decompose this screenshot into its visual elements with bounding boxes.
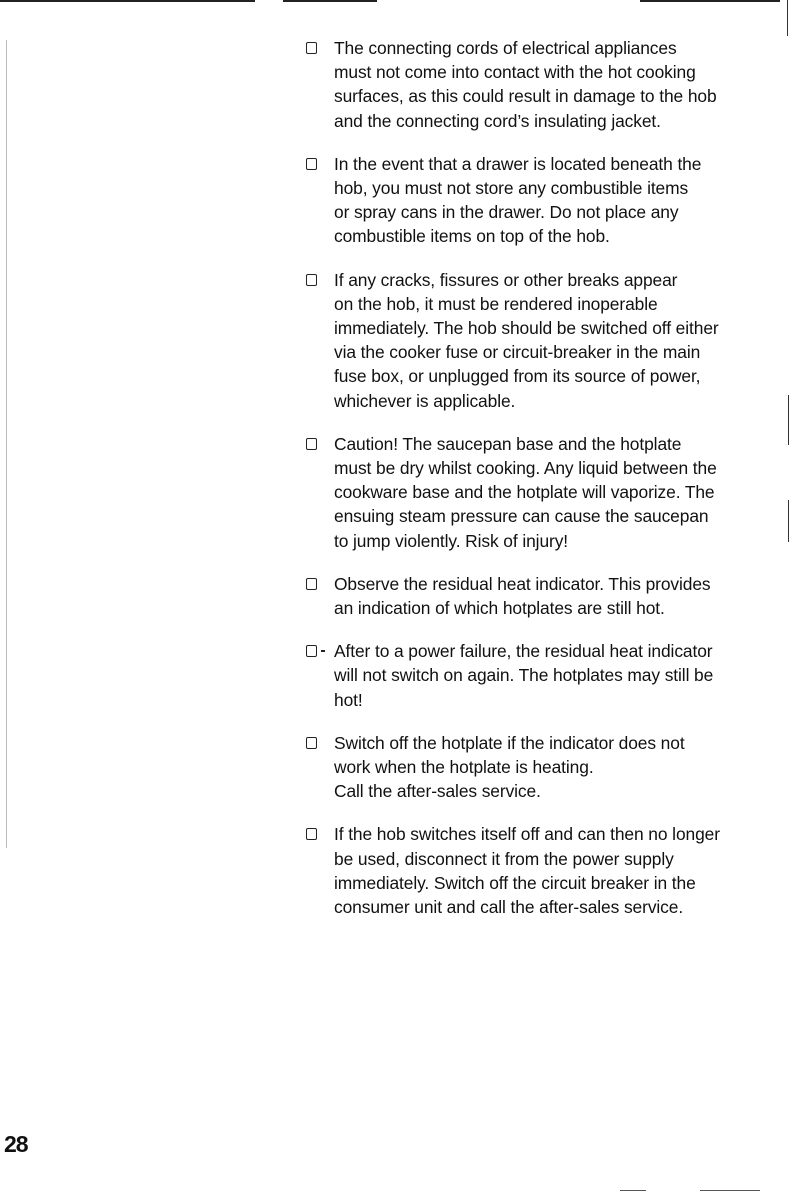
list-item [300,268,780,413]
top-rule-right [640,0,780,2]
list-item [300,572,780,620]
list-item-text: Observe the residual heat indicator. This provides an indication of which hotplates are still hot. [334,573,711,619]
list-item-text: The connecting cords of electrical appliances must not come into contact with the hot cooking surfaces, as this could result in damage to the hob and the connecting cord’s insulating jacket. [334,38,717,131]
top-rule-middle [283,0,377,2]
list-item [300,822,780,919]
list-item [300,152,780,249]
list-item [300,36,780,133]
list-item [300,639,780,712]
right-margin-line-middle [788,395,789,445]
list-item-text: If any cracks, fissures or other breaks appear on the hob, it must be rendered inoperable immediately. The hob should be switched off either via the cooker fuse or circuit-breaker in the main fuse box, or unplugged from its source of power, whichever is applicable. [334,269,719,411]
safety-instructions-list [300,36,780,938]
top-rule-left [0,0,255,2]
checkbox-bullet-icon [306,158,317,170]
checkbox-bullet-icon [306,274,317,286]
checkbox-bullet-icon [306,578,317,590]
list-item-text: If the hob switches itself off and can then no longer be used, disconnect it from the power supply immediately. Switch off the circuit breaker in the consumer unit and call the after-sales service. [334,824,720,918]
list-item-text: Switch off the hotplate if the indicator does not work when the hotplate is heating. Call the after-sales service. [334,732,685,802]
checkbox-bullet-icon [306,438,317,450]
page-number: 28 [4,1131,28,1157]
list-item [300,731,780,804]
bottom-rule-right [700,1190,760,1191]
bullet-dash-mark [321,650,325,652]
bottom-rule-left [620,1190,646,1191]
checkbox-bullet-icon [306,828,317,840]
checkbox-bullet-icon [306,645,317,657]
checkbox-bullet-icon [306,737,317,749]
list-item-text: Caution! The saucepan base and the hotplate must be dry whilst cooking. Any liquid between the cookware base and the hotplate will vaporize. The ensuing steam pressure can cause the saucepan to jump violently. Risk of injury! [334,433,717,551]
list-item-text: In the event that a drawer is located beneath the hob, you must not store any combustible items or spray cans in the drawer. Do not place any combustible items on top of the hob. [334,153,702,247]
list-item-text: After to a power failure, the residual heat indicator will not switch on again. The hotplates may still be hot! [334,641,714,710]
checkbox-bullet-icon [306,42,317,54]
right-margin-line-lower [788,500,789,542]
list-item [300,432,780,553]
left-margin-line [6,40,7,848]
right-margin-line-top [787,0,788,36]
